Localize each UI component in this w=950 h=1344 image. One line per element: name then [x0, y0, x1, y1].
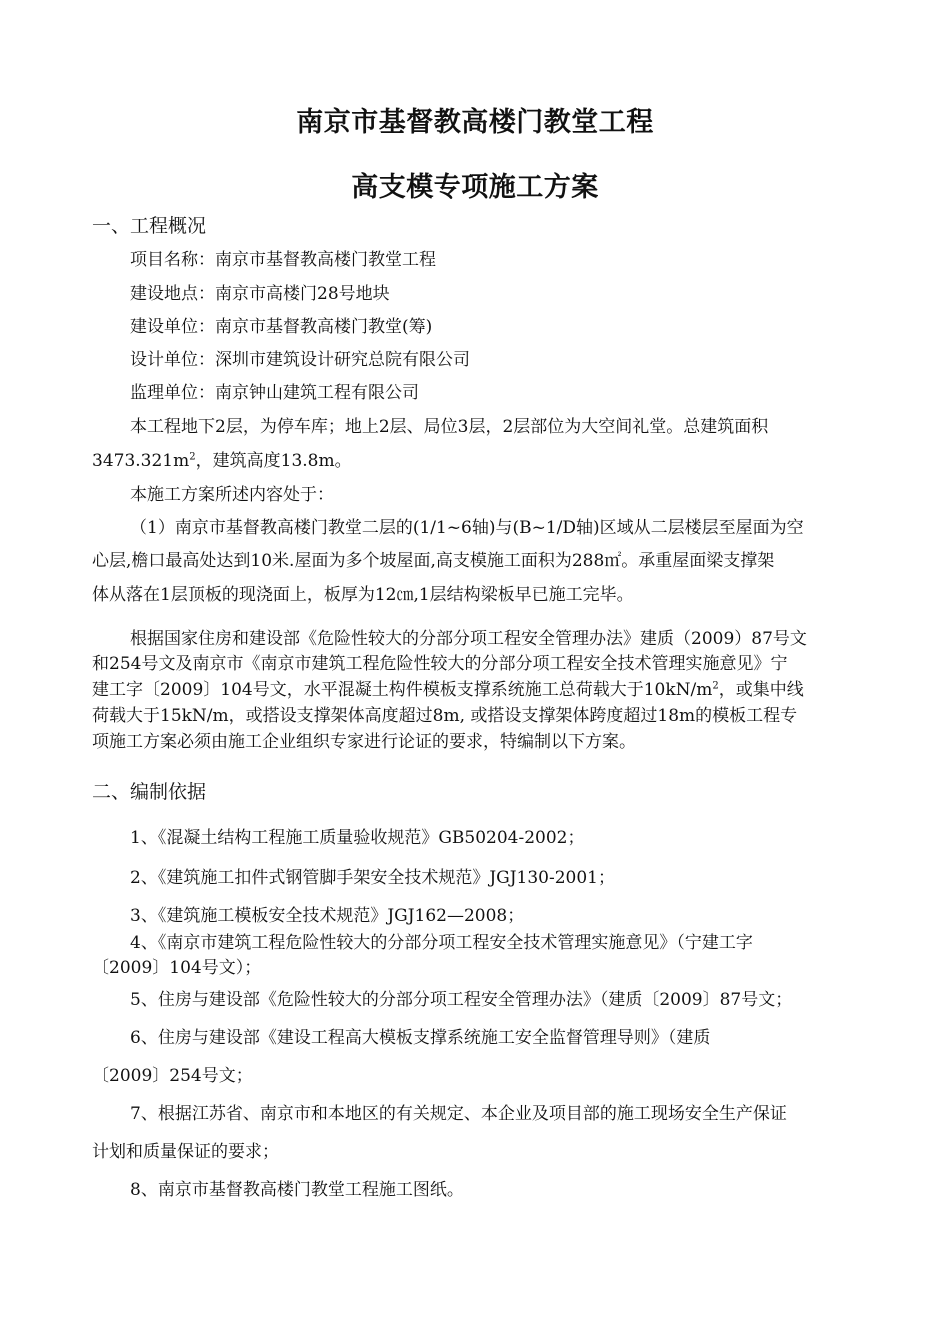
load-unit-superscript: 2	[712, 680, 719, 692]
basis-paragraph-line: 荷载大于15kN/m，或搭设支撑架体高度超过8m, 或搭设支撑架体跨度超过18m的模板工程专	[92, 706, 798, 726]
basis-item-3: 3、《建筑施工模板安全技术规范》JGJ162—2008；	[130, 906, 525, 926]
location-line: 建设地点：南京市高楼门28号地块	[130, 284, 390, 304]
basis-item-7-cont: 计划和质量保证的要求；	[92, 1142, 279, 1162]
designer-line: 设计单位：深圳市建筑设计研究总院有限公司	[130, 350, 470, 370]
basis-item-5: 5、住房与建设部《危险性较大的分部分项工程安全管理办法》（建质〔2009〕87号文；	[130, 990, 793, 1010]
scope-paragraph-line: 心层,檐口最高处达到10米.屋面为多个坡屋面,高支模施工面积为288㎡。承重屋面梁支撑架	[92, 551, 775, 571]
scope-paragraph-line: 体从落在1层顶板的现浇面上，板厚为12㎝,1层结构梁板早已施工完毕。	[92, 585, 634, 605]
load-text: 建工字〔2009〕104号文，水平混凝土构件模板支撑系统施工总荷载大于10kN/m	[92, 680, 713, 700]
overview-paragraph-line	[92, 449, 352, 473]
basis-paragraph-line: 根据国家住房和建设部《危险性较大的分部分项工程安全管理办法》建质（2009）87号文	[130, 629, 807, 649]
section-heading-basis: 二、编制依据	[92, 781, 207, 803]
basis-item-2: 2、《建筑施工扣件式钢管脚手架安全技术规范》JGJ130-2001；	[130, 868, 615, 888]
area-unit-superscript: 2	[189, 451, 196, 463]
area-value: 3473.321m	[92, 451, 190, 471]
supervisor-line: 监理单位：南京钟山建筑工程有限公司	[130, 383, 419, 403]
basis-item-6: 6、住房与建设部《建设工程高大模板支撑系统施工安全监督管理导则》（建质	[130, 1028, 711, 1048]
document-title: 南京市基督教高楼门教堂工程	[296, 107, 654, 138]
basis-paragraph-line: 项施工方案必须由施工企业组织专家进行论证的要求，特编制以下方案。	[92, 732, 636, 752]
scope-intro: 本施工方案所述内容处于：	[130, 485, 334, 505]
section-heading-overview: 一、工程概况	[92, 215, 207, 237]
document-subtitle: 高支模专项施工方案	[351, 172, 599, 203]
load-text-tail: ，或集中线	[718, 680, 804, 700]
basis-item-8: 8、南京市基督教高楼门教堂工程施工图纸。	[130, 1180, 464, 1200]
basis-item-6-cont: 〔2009〕254号文；	[92, 1066, 253, 1086]
builder-line: 建设单位：南京市基督教高楼门教堂(筹)	[130, 317, 433, 337]
basis-paragraph-line	[92, 678, 804, 702]
basis-paragraph-line: 和254号文及南京市《南京市建筑工程危险性较大的分部分项工程安全技术管理实施意见》宁	[92, 654, 788, 674]
basis-item-4: 4、《南京市建筑工程危险性较大的分部分项工程安全技术管理实施意见》（宁建工字	[130, 933, 753, 953]
basis-item-4-cont: 〔2009〕104号文）；	[92, 958, 262, 978]
height-value: ，建筑高度13.8m。	[195, 451, 352, 471]
project-name-line: 项目名称：南京市基督教高楼门教堂工程	[130, 250, 436, 270]
basis-item-1: 1、《混凝土结构工程施工质量验收规范》GB50204-2002；	[130, 828, 585, 848]
scope-paragraph-line: （1）南京市基督教高楼门教堂二层的(1/1~6轴)与(B~1/D轴)区域从二层楼层至屋面为空	[130, 518, 804, 538]
basis-item-7: 7、根据江苏省、南京市和本地区的有关规定、本企业及项目部的施工现场安全生产保证	[130, 1104, 787, 1124]
overview-paragraph-line: 本工程地下2层，为停车库；地上2层、局位3层，2层部位为大空间礼堂。总建筑面积	[130, 417, 769, 437]
